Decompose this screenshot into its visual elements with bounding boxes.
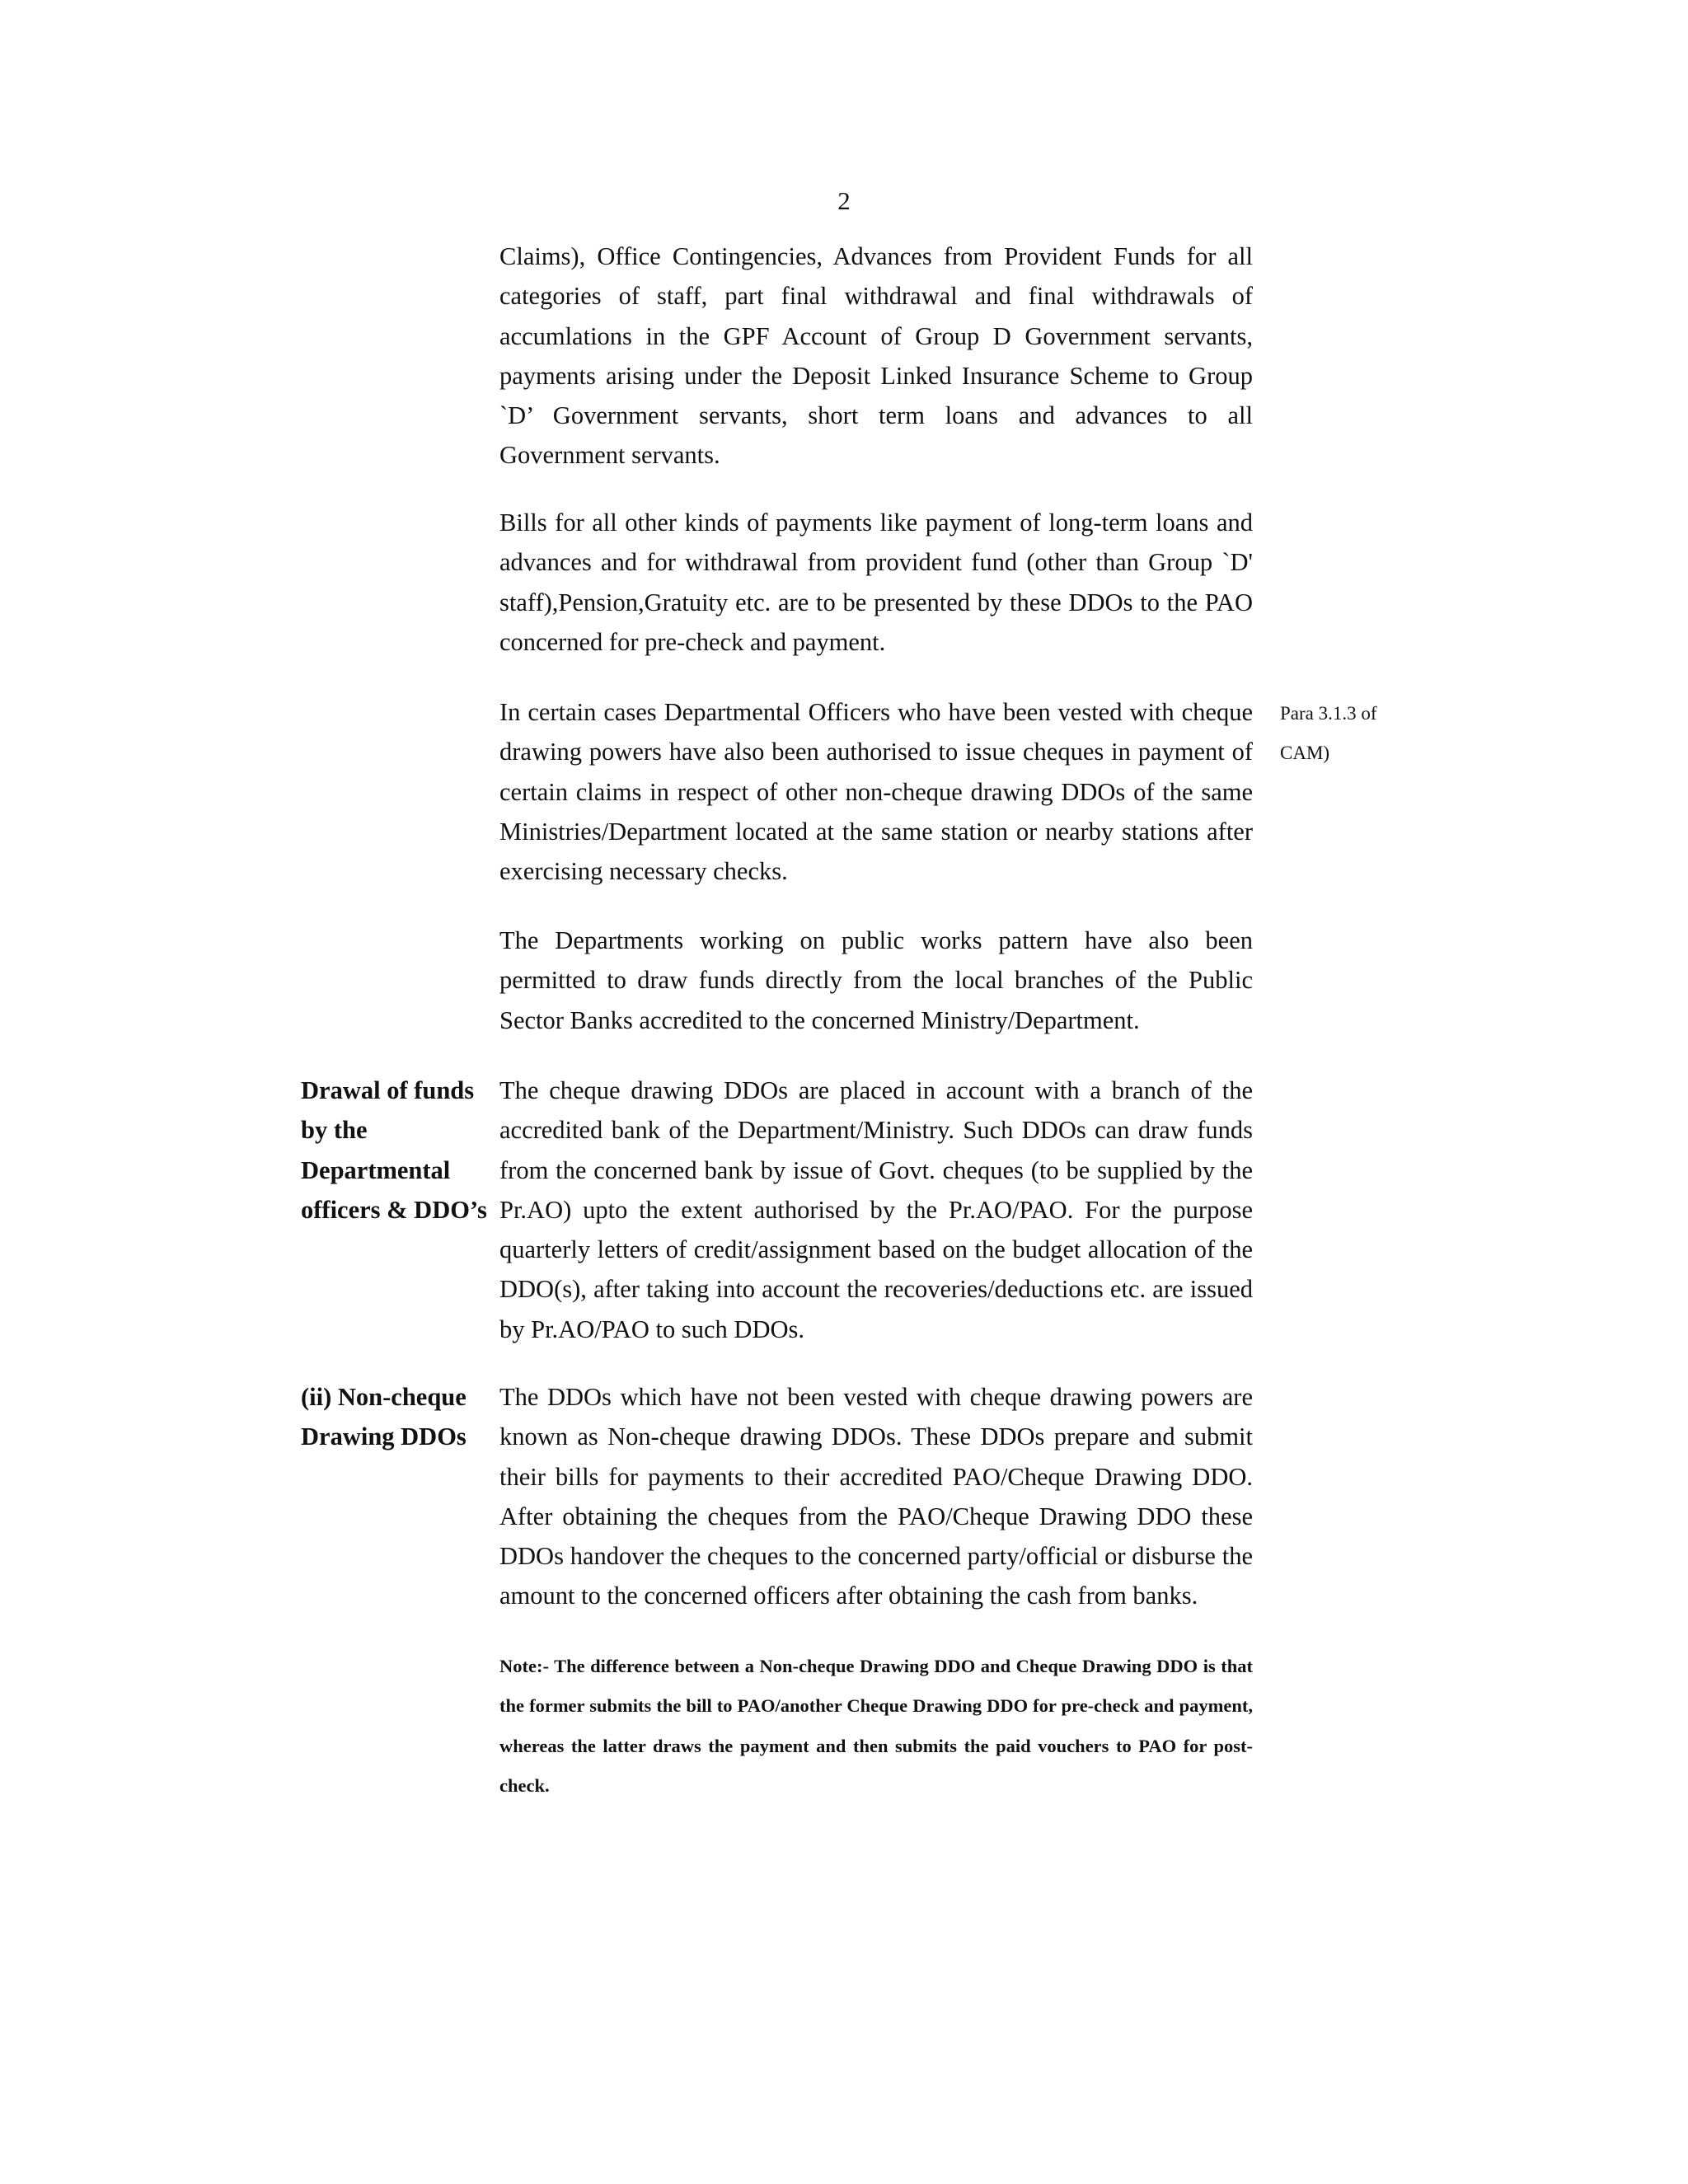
paragraph-claims-continued: Claims), Office Contingencies, Advances from Provident Funds for all categories of staff, part final withdrawal and final withdrawals of accumlations in the GPF Account of Group D Government servants, payments arising under the Deposit Linked Insurance Scheme to Group `D’ Government servants, short term loans and advances to all Government servants. bbox=[499, 242, 1253, 470]
paragraph-cheque-drawing-ddos: The cheque drawing DDOs are placed in account with a branch of the accredited bank of the Department/Ministry. Such DDOs can draw funds from the concerned bank by issue of Govt. cheques (to be supplied by the Pr.AO) upto the extent authorised by the Pr.AO/PAO. For the purpose quarterly letters of credit/assignment based on the budget allocation of the DDO(s), after taking into account the recoveries/deductions etc. are issued by Pr.AO/PAO to such DDOs. bbox=[499, 1076, 1253, 1343]
page-number: 2 bbox=[837, 186, 851, 215]
side-heading-drawal-of-funds: Drawal of funds by the Departmental officers & DDO’s bbox=[301, 1076, 487, 1224]
paragraph-departmental-officers: In certain cases Departmental Officers who have been vested with cheque drawing powers have also been authorised to issue cheques in payment of certain claims in respect of other non-cheque drawing DDOs of the same Ministries/Department located at the same station or nearby stations after exercising necessary checks. bbox=[499, 698, 1253, 886]
note-difference-ddo-types: Note:- The difference between a Non-cheque Drawing DDO and Cheque Drawing DDO is that the former submits the bill to PAO/another Cheque Drawing DDO for pre-check and payment, whereas the latter draws the payment and then submits the paid vouchers to PAO for post-check. bbox=[499, 1656, 1253, 1796]
margin-reference-para-3-1-3: Para 3.1.3 of CAM) bbox=[1280, 703, 1377, 763]
paragraph-non-cheque-drawing-ddos: The DDOs which have not been vested with cheque drawing powers are known as Non-cheque drawing DDOs. These DDOs prepare and submit their bills for payments to their accredited PAO/Cheque Drawing DDO. After obtaining the cheques from the PAO/Cheque Drawing DDO these DDOs handover the cheques to the concerned party/official or disburse the amount to the concerned officers after obtaining the cash from banks. bbox=[499, 1383, 1253, 1610]
side-heading-non-cheque-ddos: (ii) Non-cheque Drawing DDOs bbox=[301, 1383, 467, 1451]
paragraph-bills-other-payments: Bills for all other kinds of payments like payment of long-term loans and advances and for withdrawal from provident fund (other than Group `D' staff),Pension,Gratuity etc. are to be presented by these DDOs to the PAO concerned for pre-check and payment. bbox=[499, 509, 1253, 656]
paragraph-public-works-pattern: The Departments working on public works pattern have also been permitted to draw funds directly from the local branches of the Public Sector Banks accredited to the concerned Ministry/Department. bbox=[499, 926, 1253, 1034]
